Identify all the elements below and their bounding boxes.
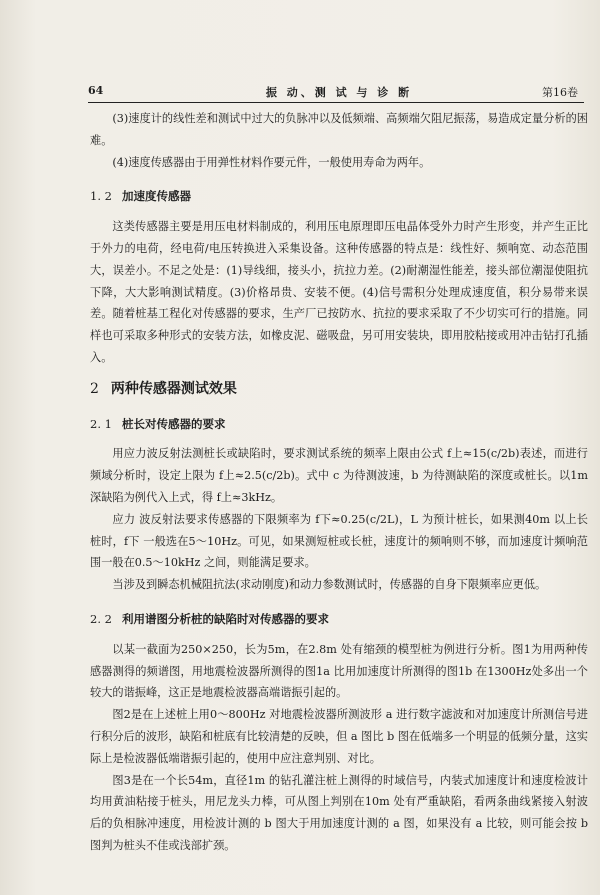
section-number: 2. 2 [90,611,112,626]
section-title: 加速度传感器 [121,189,191,204]
section-number: 2. 1 [90,416,112,431]
section-heading-2-1 [90,414,588,436]
paragraph: (3)速度计的线性差和测试中过大的负脉冲以及低频端、高频端欠阻尼振荡，易造成定量分析的困难。 [90,112,588,147]
page-header [88,84,590,100]
section-heading-2 [90,379,588,401]
section-number: 2 [90,380,99,397]
paragraph: 图3是在一个长54m，直径1m 的钻孔灌注桩上测得的时域信号，内装式加速度计和速度检波计均用黄油粘接于桩头，用尼龙头力棒，可从图上判别在10m 处有严重缺陷，看两条曲线紧接入射波后的负相脉冲速度，用检波计测的 b 图大于用加速度计测的 a 图，如果没有 a 比较，则可能会按 b 图判为桩头不佳或浅部扩颈。 [90,773,588,852]
section-heading-1-2 [90,186,588,208]
section-title: 两种传感器测试效果 [110,380,237,397]
journal-title: 振 动、测 试 与 诊 断 [265,86,413,99]
section-heading-2-2 [90,609,588,631]
paragraph: 这类传感器主要是用压电材料制成的，利用压电原理即压电晶体受外力时产生形变，并产生正比于外力的电荷，经电荷/电压转换进入采集设备。这种传感器的特点是：线性好、频响宽、动态范围大，误差小。不足之处是：(1)导线细，接头小，抗拉力差。(2)耐潮湿性能差，接头部位潮湿使阻抗下降，大大影响测试精度。(3)价格昂贵、安装不便。(4)信号需积分处理成速度值，积分易带来误差。随着桩基工程化对传感器的要求，生产厂已按防水、抗拉的要求采取了不少切实可行的措施。同样也可采取多种形式的安装方法，如橡皮泥、磁吸盘，另可用安装块，即用胶粘接或用冲击钻打孔插入。 [90,220,588,364]
section-title: 利用谱图分析桩的缺陷时对传感器的要求 [121,611,329,626]
paragraph: 应力 波反射法要求传感器的下限频率为 f下≈0.25(c/2L)，L 为预计桩长，如果测40m 以上长桩时，f下 一般选在5～10Hz。可见，如果测短桩或长桩，速度计的频响则不够，而加速度计频响范围一般在0.5～10kHz 之间，则能满足要求。 [90,512,588,570]
paragraph: 图2是在上述桩上用0～800Hz 对地震检波器所测波形 a 进行数字滤波和对加速度计所测信号进行积分后的波形，缺陷和桩底有比较清楚的反映，但 a 图比 b 图在低端多一个明显的低频分量，这实际上是检波器低端谐振引起的，使用中应注意判别、对比。 [90,708,588,765]
volume-label: 第16卷 [542,86,578,99]
article-body [90,108,588,857]
paragraph: (4)速度传感器由于用弹性材料作要元件，一般使用寿命为两年。 [112,155,431,169]
paragraph: 用应力波反射法测桩长或缺陷时，要求测试系统的频率上限由公式 f上≈15(c/2b)表述，而进行频域分析时，设定上限为 f上≈2.5(c/2b)。式中 c 为待测波速，b 为待测缺陷的深度或桩长。以1m 深缺陷为例代入上式，得 f上≈3kHz。 [90,447,588,504]
header-rule [88,102,584,103]
section-number: 1. 2 [90,189,112,204]
page-number: 64 [88,84,104,97]
paragraph: 当涉及到瞬态机械阻抗法(求动刚度)和动力参数测试时，传感器的自身下限频率应更低。 [112,578,547,592]
paragraph: 以某一截面为250×250，长为5m，在2.8m 处有缩颈的模型桩为例进行分析。图1为用两种传感器测得的频谱图，用地震检波器所测得的图1a 比用加速度计所测得的图1b 在1300Hz处多出一个 较大的谐振峰，这正是地震检波器高端谐振引起的。 [90,642,588,700]
section-title: 桩长对传感器的要求 [121,416,226,431]
